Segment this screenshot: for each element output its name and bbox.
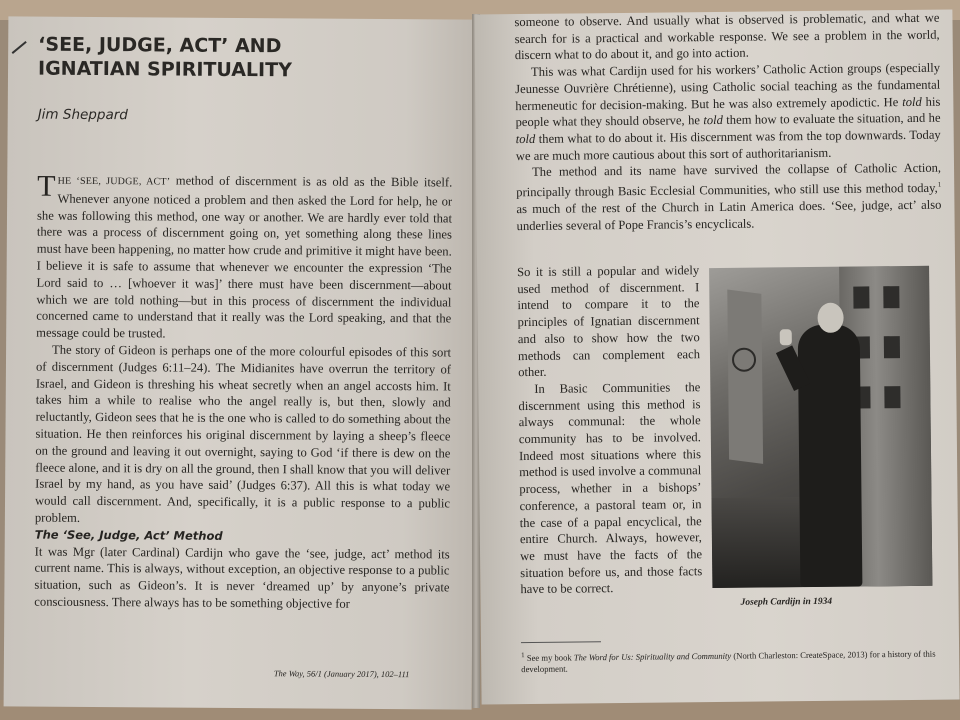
right-paragraph-4: In Basic Communities the discernment using this method is always communal: the whole community has to be involved. Indeed most situations where this method is used involve a communal process, whether in a bishops’ conference, a pastoral team or, in the case of a papal encyclical, the entire Church. Always, however, we must have the facts of the situation before us, and those facts have to be correct. (518, 380, 703, 597)
footnote-book-title: The Word for Us: Spirituality and Community (573, 650, 732, 663)
right-body-text-narrow (517, 262, 702, 598)
right-page (474, 10, 959, 705)
title-line-2: IGNATIAN SPIRITUALITY (37, 57, 292, 82)
photo-caption: Joseph Cardijn in 1934 (740, 596, 833, 608)
footnote (521, 646, 941, 676)
small-caps-lead: HE ‘SEE, JUDGE, ACT’ (57, 175, 171, 188)
footnote-part-a: See my book (526, 652, 574, 663)
drop-cap: T (37, 169, 56, 203)
emphasis-told: told (703, 113, 723, 128)
page-corner-mark (12, 41, 27, 54)
right-paragraph-1: someone to observe. And usually what is observed is problematic, and what we search for is a practical and workable response. We see a problem in the world, discern what to do about it, and go into action. (514, 10, 940, 63)
footnote-number: 1 (521, 651, 525, 660)
left-page (4, 16, 477, 709)
right-paragraph-3 (516, 160, 942, 234)
paragraph-2: The story of Gideon is perhaps one of the more colourful episodes of this sort of discernment (Judges 6:11–24). The Midianites have overrun the territory of Israel, and Gideon is threshing his wheat secretly when an angel accosts him. It takes him a while to realise who the angel really is, but then, slowly and reluctantly, Gideon sees that he is the one who is called to do something about the situation. He then reinforces his original discernment by laying a sheep’s fleece on the ground and leaving it out overnight, saying to God ‘if there is dew on the fleece alone, and it is dry on all the ground, then I shall know that you will deliver Israel by my hand, as you have said’ (Judges 6:37). All this is what today we would call discernment. And, specifically, it is a public response to a public problem. (34, 342, 452, 525)
paragraph-1-text: method of discernment is as old as the Bible itself. Whenever anyone noticed a problem and then asked the Lord for help, he or she was following this method, one way or another. We are hardly ever told that there was a process of discernment going on, yet something along these lines must have been happening, no matter how crude and primitive it might have been. I believe it is safe to assume that whenever we encounter the expression ‘The Lord said to … [whoever it was]’ there must have been discernment—about which we are told nothing—but in this process of discernment the individual concerned came to understand that it really was the Lord speaking, and that the message could be trusted. (36, 173, 453, 341)
p3-part-a: The method and its name have survived the collapse of Catholic Action, principally through Basic Ecclesial Communities, who still use this method today, (516, 160, 942, 200)
footnote-ref: 1 (937, 180, 942, 189)
emphasis-told: told (515, 131, 536, 147)
footnote-rule (521, 641, 601, 643)
p3-part-b: as much of the rest of the Church in Latin America does. ‘See, judge, act’ also underlies several of Pope Francis’s encyclicals. (516, 197, 942, 233)
right-body-text-top (514, 10, 941, 235)
paragraph-3: It was Mgr (later Cardinal) Cardijn who gave the ‘see, judge, act’ method its current name. This is always, without exception, an objective response to a public situation, such as Gideon’s. It is never ‘dreamed up’ by anyone’s private consciousness. There always has to be something objective for (34, 544, 450, 611)
p2-part-d: them what to do about it. His discernment was from the top downwards. Today we are much more cautious about this sort of authoritarianism. (515, 127, 941, 163)
article-title (38, 33, 458, 84)
left-body-text (34, 169, 453, 614)
section-subheading: The ‘See, Judge, Act’ Method (34, 527, 223, 543)
p2-part-b: his people what they should observe, he (515, 94, 941, 130)
p2-part-c: them how to evaluate the situation, and he (722, 110, 941, 128)
emphasis-told: told (902, 94, 922, 109)
footnote-part-b: (North Charleston: CreateSpace, 2013) for a history of this development. (521, 648, 936, 675)
p2-part-a: This was what Cardijn used for his workers’ Catholic Action groups (especially Jeunesse Ouvrière Chrétienne), using Catholic social teaching as the fundamental hermeneutic for decision-making. But he was also extremely apodictic. He (515, 60, 941, 113)
paragraph-1 (36, 169, 453, 345)
author-name: Jim Sheppard (37, 106, 128, 124)
right-paragraph-2 (515, 60, 941, 165)
journal-citation: The Way, 56/1 (January 2017), 102–111 (273, 668, 410, 680)
right-paragraph-3-continued: So it is still a popular and widely used method of discernment. I intend to compare it to the principles of Ignatian discernment and also to show how the two methods can complement each other. (517, 263, 701, 380)
cardijn-photo (709, 266, 932, 588)
title-line-1: ‘SEE, JUDGE, ACT’ AND (38, 33, 282, 58)
